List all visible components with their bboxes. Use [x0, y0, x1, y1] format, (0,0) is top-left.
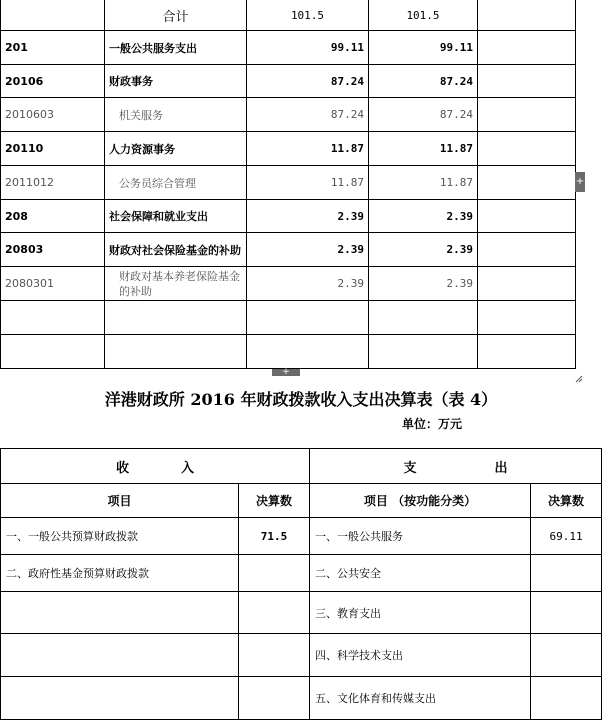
empty-row [1, 335, 576, 369]
row-code: 201 [1, 31, 105, 65]
table-row [1, 592, 602, 634]
empty-row [1, 301, 576, 335]
total-value-1: 101.5 [247, 0, 369, 31]
income-amount [239, 677, 310, 720]
table-row [1, 634, 602, 677]
row-name: 财政对社会保险基金的补助 [105, 233, 247, 267]
row-value-1: 99.11 [247, 31, 369, 65]
row-value-2: 87.24 [369, 98, 478, 132]
plus-icon: + [282, 367, 290, 377]
income-amount: 71.5 [239, 518, 310, 555]
row-value-1: 87.24 [247, 65, 369, 98]
row-value-1: 11.87 [247, 166, 369, 200]
unit-label: 单位：万元 [402, 417, 463, 431]
column-header-row [1, 484, 602, 518]
col-amount-header: 决算数 [239, 484, 310, 518]
col-item-func-header: 项目 （按功能分类） [310, 484, 531, 518]
income-header: 收 入 [1, 449, 310, 484]
income-item: 一、一般公共预算财政拨款 [1, 518, 239, 555]
resize-corner-icon [575, 375, 583, 383]
income-item: 二、政府性基金预算财政拨款 [1, 555, 239, 592]
row-value-2: 87.24 [369, 65, 478, 98]
row-code: 2080301 [1, 267, 105, 301]
row-value-1: 2.39 [247, 267, 369, 301]
row-value-2: 2.39 [369, 233, 478, 267]
expenditure-detail-table [0, 0, 576, 369]
table-row [1, 518, 602, 555]
section-header-row [1, 449, 602, 484]
row-name: 公务员综合管理 [105, 166, 247, 200]
row-value-1: 87.24 [247, 98, 369, 132]
row-name: 财政事务 [105, 65, 247, 98]
row-value-1: 11.87 [247, 132, 369, 166]
row-name: 社会保障和就业支出 [105, 200, 247, 233]
row-value-1: 2.39 [247, 233, 369, 267]
table-row [1, 98, 576, 132]
row-code: 2010603 [1, 98, 105, 132]
row-code: 208 [1, 200, 105, 233]
add-row-handle[interactable] [272, 369, 300, 376]
row-name: 机关服务 [105, 98, 247, 132]
col-item-header: 项目 [1, 484, 239, 518]
table-row [1, 200, 576, 233]
income-amount [239, 634, 310, 677]
income-expense-table [0, 448, 602, 720]
row-value-2: 99.11 [369, 31, 478, 65]
expense-amount [531, 592, 602, 634]
plus-icon: + [575, 176, 585, 187]
row-value-1: 2.39 [247, 200, 369, 233]
table-row [1, 267, 576, 301]
row-name: 财政对基本养老保险基金的补助 [105, 267, 247, 301]
table-row [1, 233, 576, 267]
table-row [1, 555, 602, 592]
income-amount [239, 592, 310, 634]
row-value-2: 11.87 [369, 166, 478, 200]
row-value-2: 2.39 [369, 267, 478, 301]
row-code: 20110 [1, 132, 105, 166]
expense-amount [531, 677, 602, 720]
row-code: 20106 [1, 65, 105, 98]
table-row [1, 166, 576, 200]
expense-amount [531, 555, 602, 592]
total-value-2: 101.5 [369, 0, 478, 31]
expense-item: 三、教育支出 [310, 592, 531, 634]
expense-item: 一、一般公共服务 [310, 518, 531, 555]
income-amount [239, 555, 310, 592]
row-name: 人力资源事务 [105, 132, 247, 166]
add-column-handle[interactable] [575, 172, 585, 192]
total-label: 合计 [105, 0, 247, 31]
table-resize-handle[interactable] [575, 368, 583, 376]
page-title: 洋港财政所 2016 年财政拨款收入支出决算表（表 4） [104, 390, 498, 409]
table-row [1, 31, 576, 65]
income-item [1, 634, 239, 677]
expense-amount [531, 634, 602, 677]
row-code: 2011012 [1, 166, 105, 200]
table-row [1, 677, 602, 720]
col-amount2-header: 决算数 [531, 484, 602, 518]
expense-amount: 69.11 [531, 518, 602, 555]
income-item [1, 592, 239, 634]
expense-item: 五、文化体育和传媒支出 [310, 677, 531, 720]
row-name: 一般公共服务支出 [105, 31, 247, 65]
income-item [1, 677, 239, 720]
table-row [1, 132, 576, 166]
expense-header: 支 出 [310, 449, 602, 484]
total-row [1, 0, 576, 31]
row-value-2: 2.39 [369, 200, 478, 233]
expense-item: 二、公共安全 [310, 555, 531, 592]
row-code: 20803 [1, 233, 105, 267]
expense-item: 四、科学技术支出 [310, 634, 531, 677]
row-value-2: 11.87 [369, 132, 478, 166]
table-row [1, 65, 576, 98]
